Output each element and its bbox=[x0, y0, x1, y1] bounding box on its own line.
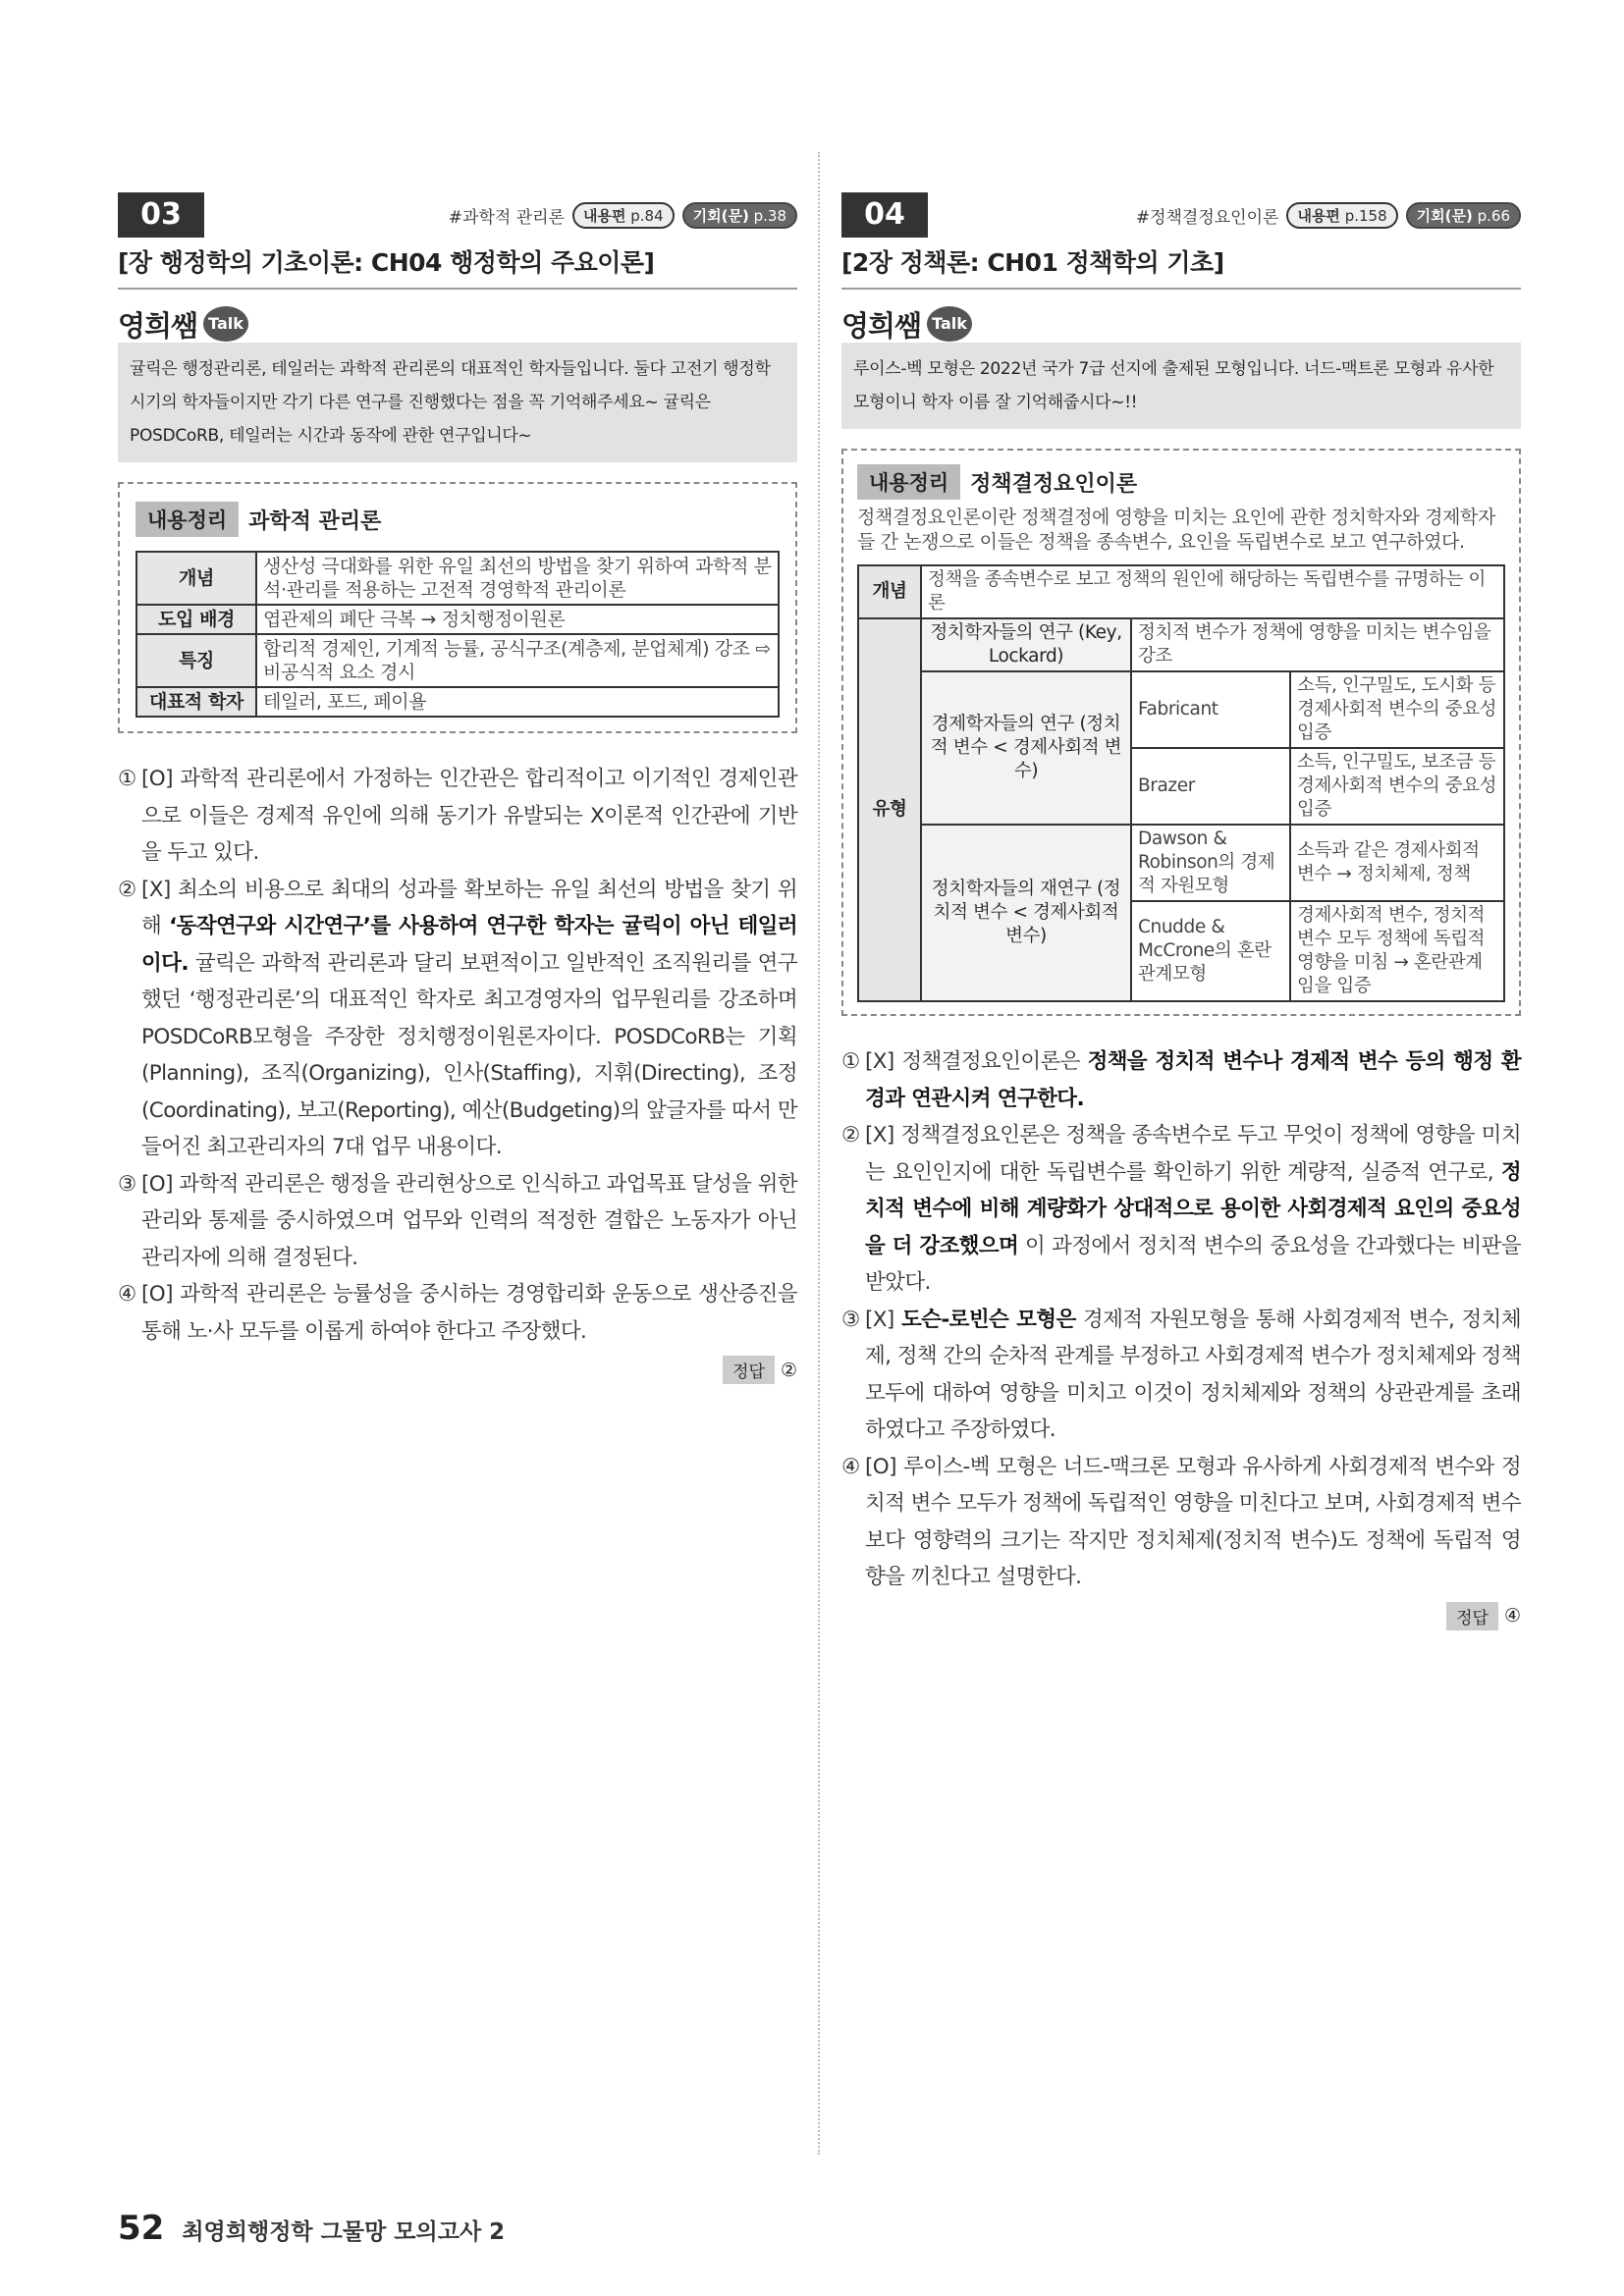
row-value: 정책을 종속변수로 보고 정책의 원인에 해당하는 독립변수를 규명하는 이론 bbox=[921, 565, 1504, 618]
answer-number: ③ bbox=[841, 1307, 860, 1332]
column-divider bbox=[818, 152, 820, 2155]
answer-item bbox=[118, 761, 797, 872]
correct-answer-label: 정답 bbox=[723, 1356, 775, 1384]
content-summary-box bbox=[841, 449, 1521, 1016]
teacher-name: 영희쌤 bbox=[118, 308, 198, 343]
content-summary-box bbox=[118, 482, 797, 733]
summary-table bbox=[857, 564, 1505, 1002]
row-label: 특징 bbox=[136, 634, 256, 687]
answer-explanations bbox=[118, 761, 797, 1384]
type-title: 정치학자들의 연구 (Key, Lockard) bbox=[921, 618, 1131, 671]
correct-answer bbox=[841, 1602, 1521, 1630]
page-footer bbox=[118, 2209, 505, 2248]
content-ref-badge: 내용편 p.84 bbox=[572, 202, 675, 229]
scholar-name: Brazer bbox=[1131, 748, 1290, 825]
answer-text: [O] 과학적 관리론에서 가정하는 인간관은 합리적이고 이기적인 경제인관으로 이들은 경제적 유인에 의해 동기가 유발되는 X이론적 인간관에 기반을 두고 있다. bbox=[141, 767, 797, 865]
scholar-finding: 소득, 인구밀도, 보조금 등 경제사회적 변수의 중요성 입증 bbox=[1290, 748, 1504, 825]
table-row bbox=[136, 552, 779, 605]
summary-title: 정책결정요인이론 bbox=[970, 471, 1138, 497]
reference-tags bbox=[1136, 202, 1521, 229]
chapter-title: [장 행정학의 기초이론: CH04 행정학의 주요이론] bbox=[118, 243, 797, 290]
table-row bbox=[136, 605, 779, 634]
answer-number: ② bbox=[118, 877, 136, 902]
summary-table bbox=[135, 551, 780, 718]
table-row bbox=[858, 825, 1504, 901]
book-title: 최영희행정학 그물망 모의고사 2 bbox=[182, 2219, 506, 2245]
type-description: 정치적 변수가 정책에 영향을 미치는 변수임을 강조 bbox=[1131, 618, 1504, 671]
answer-text: [X] 최소의 비용으로 최대의 성과를 확보하는 유일 최선의 방법을 찾기 위해 ‘동작연구와 시간연구’를 사용하여 연구한 학자는 귤릭이 아닌 테일러이다. 귤릭은 과학적 관리론과 달리 보편적이고 일반적인 조직원리를 연구했던 ‘행정관리론’의 대표적인 학자로 최고경영자의 업무원리를 강조하며 POSDCoRB모형을 주장한 정치행정이원론자이다. POSDCoRB는 기획(Planning), 조직(Organizing), 인사(Staffing), 지휘(Directing), 조정(Coordinating), 보고(Reporting), 예산(Budgeting)의 앞글자를 따서 만들어진 최고관리자의 7대 업무 내용이다. bbox=[141, 877, 797, 1159]
answer-number: ④ bbox=[841, 1454, 860, 1479]
teacher-talk-text: 귤릭은 행정관리론, 테일러는 과학적 관리론의 대표적인 학자들입니다. 둘다 고전기 행정학 시기의 학자들이지만 각기 다른 연구를 진행했다는 점을 꼭 기억해주세요~ 귤릭은 POSDCoRB, 테일러는 시간과 동작에 관한 연구입니다~ bbox=[118, 343, 797, 462]
topic-hashtag: #정책결정요인이론 bbox=[1135, 208, 1279, 228]
type-title: 정치학자들의 재연구 (정치적 변수 < 경제사회적 변수) bbox=[921, 825, 1131, 1001]
answer-item bbox=[118, 1276, 797, 1350]
row-value: 합리적 경제인, 기계적 능률, 공식구조(계층제, 분업체계) 강조 ⇨ 비공식적 요소 경시 bbox=[256, 634, 779, 687]
teacher-talk-header bbox=[118, 305, 797, 343]
answer-item bbox=[841, 1449, 1521, 1596]
answer-item bbox=[118, 872, 797, 1166]
answer-text: [X] 정책결정요인론은 정책을 종속변수로 두고 무엇이 정책에 영향을 미치는 요인인지에 대한 독립변수를 확인하기 위한 계량적, 실증적 연구로, 정치적 변수에 비해 계량화가 상대적으로 용이한 사회경제적 요인의 중요성을 더 강조했으며 이 과정에서 정치적 변수의 중요성을 간과했다는 비판을 받았다. bbox=[865, 1123, 1521, 1295]
answer-item bbox=[118, 1166, 797, 1277]
answer-text: [X] 도슨-로빈슨 모형은 경제적 자원모형을 통해 사회경제적 변수, 정치체제, 정책 간의 순차적 관계를 부정하고 사회경제적 변수가 정치체제와 정책 모두에 대하여 영향을 미치고 이것이 정치체제와 정책의 상관관계를 초래하였다고 주장하였다. bbox=[865, 1307, 1521, 1442]
answer-number: ② bbox=[841, 1123, 860, 1148]
teacher-name: 영희쌤 bbox=[841, 308, 922, 343]
answer-text: [X] 정책결정요인이론은 정책을 정치적 변수나 경제적 변수 등의 행정 환경과 연관시켜 연구한다. bbox=[865, 1049, 1521, 1111]
scholar-finding: 소득, 인구밀도, 도시화 등 경제사회적 변수의 중요성 입증 bbox=[1290, 671, 1504, 748]
chapter-title: [2장 정책론: CH01 정책학의 기초] bbox=[841, 243, 1521, 290]
row-label: 도입 배경 bbox=[136, 605, 256, 634]
row-label: 대표적 학자 bbox=[136, 687, 256, 717]
scholar-finding: 소득과 같은 경제사회적 변수 → 정치체제, 정책 bbox=[1290, 825, 1504, 901]
question-04 bbox=[841, 192, 1521, 1630]
teacher-talk-header bbox=[841, 305, 1521, 343]
answer-text: [O] 과학적 관리론은 행정을 관리현상으로 인식하고 과업목표 달성을 위한 관리와 통제를 중시하였으며 업무와 인력의 적정한 결합은 노동자가 아닌 관리자에 의해 결정된다. bbox=[141, 1171, 797, 1270]
row-label: 개념 bbox=[136, 552, 256, 605]
past-exam-ref-badge: 기회(문) p.38 bbox=[682, 202, 797, 229]
table-row bbox=[858, 565, 1504, 618]
row-label: 유형 bbox=[858, 618, 921, 1001]
page-number: 52 bbox=[118, 2209, 165, 2248]
table-row bbox=[136, 687, 779, 717]
table-row bbox=[136, 634, 779, 687]
answer-item bbox=[841, 1117, 1521, 1302]
scholar-name: Fabricant bbox=[1131, 671, 1290, 748]
answer-number: ④ bbox=[118, 1282, 136, 1307]
summary-tag: 내용정리 bbox=[857, 464, 960, 500]
correct-answer-label: 정답 bbox=[1446, 1602, 1498, 1630]
teacher-talk-text: 루이스-벡 모형은 2022년 국가 7급 선지에 출제된 모형입니다. 너드-맥트론 모형과 유사한 모형이니 학자 이름 잘 기억해줍시다~!! bbox=[841, 343, 1521, 429]
question-header bbox=[118, 192, 797, 238]
row-value: 엽관제의 폐단 극복 → 정치행정이원론 bbox=[256, 605, 779, 634]
question-number: 03 bbox=[118, 192, 204, 238]
question-number: 04 bbox=[841, 192, 928, 238]
answer-number: ③ bbox=[118, 1171, 136, 1197]
reference-tags bbox=[449, 202, 797, 229]
content-ref-badge: 내용편 p.158 bbox=[1286, 202, 1397, 229]
answer-explanations bbox=[841, 1043, 1521, 1630]
scholar-name: Dawson & Robinson의 경제적 자원모형 bbox=[1131, 825, 1290, 901]
talk-bubble-icon: Talk bbox=[203, 306, 248, 342]
question-header bbox=[841, 192, 1521, 238]
correct-answer-value: ② bbox=[780, 1359, 797, 1381]
scholar-finding: 경제사회적 변수, 정치적 변수 모두 정책에 독립적 영향을 미침 → 혼란관계임을 입증 bbox=[1290, 901, 1504, 1001]
answer-item bbox=[841, 1043, 1521, 1117]
type-title: 경제학자들의 연구 (정치적 변수 < 경제사회적 변수) bbox=[921, 671, 1131, 825]
past-exam-ref-badge: 기회(문) p.66 bbox=[1406, 202, 1521, 229]
answer-number: ① bbox=[118, 767, 136, 791]
answer-text: [O] 과학적 관리론은 능률성을 중시하는 경영합리화 운동으로 생산증진을 통해 노·사 모두를 이롭게 하여야 한다고 주장했다. bbox=[141, 1282, 797, 1344]
correct-answer bbox=[118, 1356, 797, 1384]
table-row bbox=[858, 618, 1504, 671]
topic-hashtag: #과학적 관리론 bbox=[448, 208, 565, 228]
correct-answer-value: ④ bbox=[1503, 1605, 1521, 1627]
summary-header bbox=[857, 464, 1505, 500]
answer-number: ① bbox=[841, 1049, 860, 1074]
row-value: 테일러, 포드, 페이욜 bbox=[256, 687, 779, 717]
question-03 bbox=[118, 192, 797, 1384]
answer-text: [O] 루이스-벡 모형은 너드-맥크론 모형과 유사하게 사회경제적 변수와 정치적 변수 모두가 정책에 독립적인 영향을 미친다고 보며, 사회경제적 변수보다 영향력의 크기는 작지만 정치체제(정치적 변수)도 정책에 독립적 영향을 끼친다고 설명한다. bbox=[865, 1454, 1521, 1589]
summary-description: 정책결정요인론이란 정책결정에 영향을 미치는 요인에 관한 정치학자와 경제학자들 간 논쟁으로 이들은 정책을 종속변수, 요인을 독립변수로 보고 연구하였다. bbox=[857, 507, 1495, 553]
summary-tag: 내용정리 bbox=[135, 502, 239, 537]
row-label: 개념 bbox=[858, 565, 921, 618]
row-value: 생산성 극대화를 위한 유일 최선의 방법을 찾기 위하여 과학적 분석·관리를 적용하는 고전적 경영학적 관리이론 bbox=[256, 552, 779, 605]
summary-header bbox=[135, 502, 780, 537]
answer-item bbox=[841, 1302, 1521, 1449]
table-row bbox=[858, 671, 1504, 748]
scholar-name: Cnudde & McCrone의 혼란관계모형 bbox=[1131, 901, 1290, 1001]
talk-bubble-icon: Talk bbox=[927, 306, 972, 342]
summary-title: 과학적 관리론 bbox=[248, 508, 382, 534]
